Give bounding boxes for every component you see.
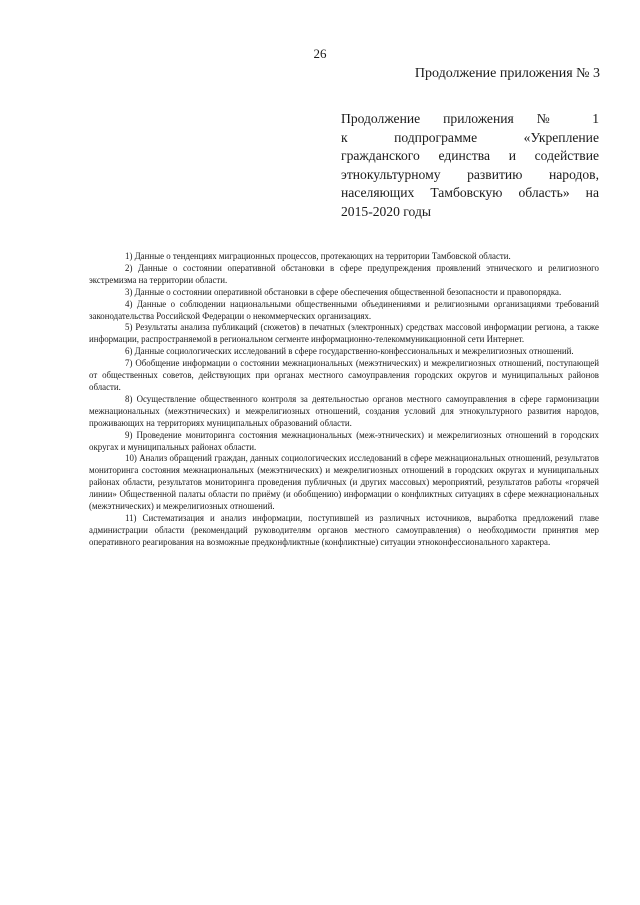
attachment-header bbox=[341, 110, 599, 222]
continuation-title: Продолжение приложения № 3 bbox=[414, 66, 600, 81]
list-item: 6) Данные социологических исследований в сфере государственно-конфессиональных и межрелигиозных отношений. bbox=[125, 346, 574, 357]
list-item: 7) Обобщение информации о состоянии межнациональных (межэтнических) и межрелигиозных отношений, поступающей от общественных советов, действующих при органах местного самоуправления городских округов и муниципальных районов области. bbox=[89, 358, 599, 392]
attachment-header-last-line: 2015-2020 годы bbox=[341, 203, 431, 219]
list-item: 5) Результаты анализа публикаций (сюжетов) в печатных (электронных) средствах массовой информации региона, а также информации, распространяемой в региональном сегменте информационно-телекоммуникационной сети Интернет. bbox=[89, 322, 599, 345]
attachment-header-line: гражданского единства и содействие bbox=[341, 148, 599, 164]
list-item: 9) Проведение мониторинга состояния межнациональных (меж-этнических) и межрелигиозных отношений в городских округах и муниципальных районах области. bbox=[89, 429, 599, 452]
list-item: 2) Данные о состоянии оперативной обстановки в сфере предупреждения проявлений этнического и религиозного экстремизма на территории области. bbox=[89, 262, 599, 285]
attachment-header-line: этнокультурному развитию народов, bbox=[341, 166, 599, 182]
attachment-header-line: Продолжение приложения № 1 bbox=[341, 111, 599, 126]
list-item: 11) Систематизация и анализ информации, поступившей из различных источников, выработка предложений главе администрации области (рекомендаций руководителям органов местного самоуправления) о необходимости принятия мер оперативного реагирования на возможные предконфликтные (конфликтные) ситуации этноконфессионального характера. bbox=[89, 512, 599, 547]
list-item: 3) Данные о состоянии оперативной обстановки в сфере обеспечения общественной безопасности и правопорядка. bbox=[125, 286, 562, 297]
attachment-header-line: к подпрограмме «Укрепление bbox=[341, 129, 599, 145]
list-item: 4) Данные о соблюдении национальными общественными объединениями и религиозными организациями требований законодательства Российской Федерации о некоммерческих организациях. bbox=[89, 298, 599, 321]
list-item: 8) Осуществление общественного контроля за деятельностью органов местного самоуправления в сфере гармонизации межнациональных (межэтнических) и межрелигиозных отношений, создания условий для этнокультурного развития народов, проживающих на территориях муниципальных образований области. bbox=[89, 393, 599, 428]
items-list bbox=[89, 251, 599, 549]
list-item: 1) Данные о тенденциях миграционных процессов, протекающих на территории Тамбовской области. bbox=[125, 251, 511, 261]
page-number: 26 bbox=[313, 46, 327, 61]
list-item: 10) Анализ обращений граждан, данных социологических исследований в сфере межнациональных отношений, результатов мониторинга состояния межнациональных (межэтнических) и межрелигиозных отношений в городских округах и муниципальных районах области, результатов мониторинга проведения публичных (и других массовых) мероприятий, результатов работы «горячей линии» Общественной палаты области по приёму (и обобщению) информации о конфликтных ситуациях в сфере межнациональных (межэтнических) и межрелигиозных отношений. bbox=[89, 453, 599, 512]
attachment-header-line: населяющих Тамбовскую область» на bbox=[341, 185, 599, 201]
